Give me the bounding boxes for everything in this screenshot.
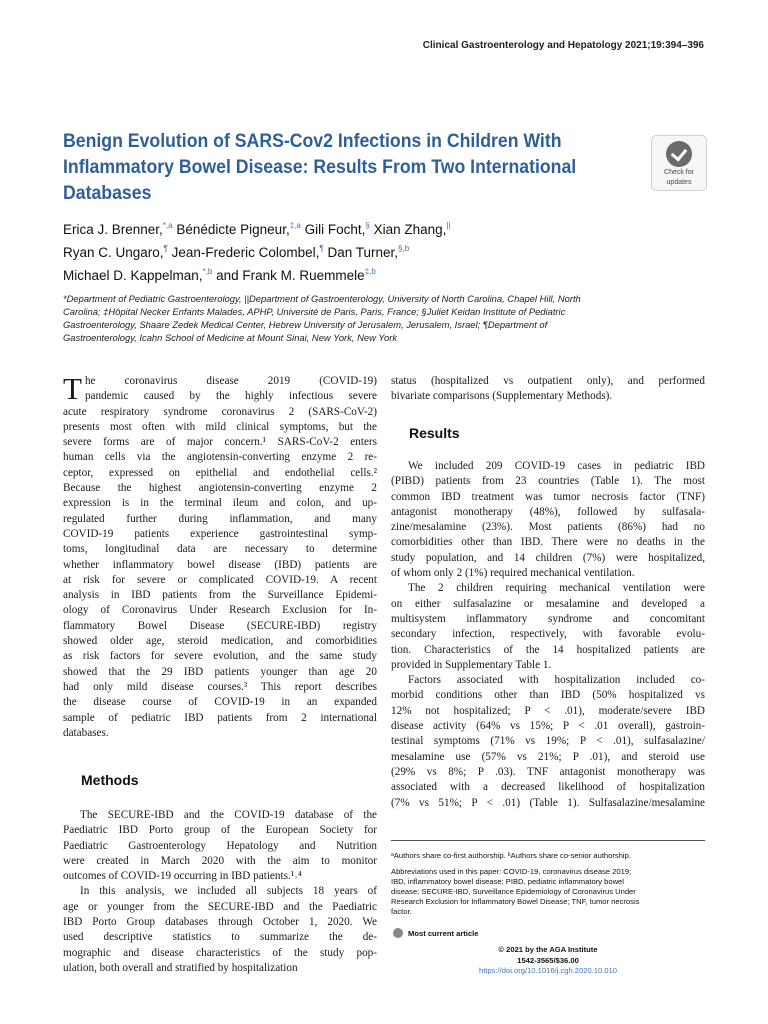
most-current-label: Most current article <box>408 929 479 938</box>
text-line: disease activity (64% vs 15%; P < .01 overall), gastroin- <box>391 720 705 733</box>
text-line: COVID-19 patients experience gastrointestinal symp- <box>63 527 377 540</box>
text-line: tion. Characteristics of the 14 hospitalized patients are <box>391 643 705 656</box>
author-sup: ‡,b <box>364 267 376 276</box>
author-name[interactable]: Ryan C. Ungaro, <box>63 245 164 260</box>
text-line: study population, and 14 children (7%) were hospitalized, <box>391 551 705 564</box>
check-updates-icon <box>666 141 692 167</box>
author-line <box>63 239 713 262</box>
text-line: of whom only 2 (1%) required mechanical ventilation. <box>391 567 635 580</box>
text-line: expression is in the terminal ileum and colon, and up- <box>63 497 377 510</box>
author-sup: ¶ <box>163 244 168 253</box>
affiliation-line: Gastroenterology, Shaare Zedek Medical Center, Hebrew University of Jerusalem, Jerusalem, Israel; ¶Department of <box>63 319 548 330</box>
text-line: human cells via the angiotensin-converting enzyme 2 re- <box>63 451 377 464</box>
text-line: were created in March 2020 with the aim to monitor <box>63 854 377 867</box>
title-line: Benign Evolution of SARS-Cov2 Infections in Children With <box>63 131 562 152</box>
text-line: provided in Supplementary Table 1. <box>391 658 552 671</box>
text-line: associated with a decreased likelihood of hospitalization <box>391 781 705 794</box>
text-line: on either sulfasalazine or mesalamine and developed a <box>391 597 705 610</box>
author-name[interactable]: Bénédicte Pigneur, <box>176 222 290 237</box>
current-article-icon <box>393 928 403 938</box>
methods-paragraph <box>63 808 377 976</box>
text-line: severe forms are of major concern.¹ SARS-CoV-2 enters <box>63 436 377 449</box>
text-line: common IBD treatment was tumor necrosis factor (TNF) <box>391 490 705 503</box>
text-line: (29% vs 8%; P .03). TNF antagonist monotherapy was <box>391 765 705 778</box>
author-name[interactable]: Jean-Frederic Colombel, <box>171 245 320 260</box>
text-line: he coronavirus disease 2019 (COVID-19) <box>84 375 377 387</box>
text-line: The 2 children requiring mechanical ventilation were <box>408 582 705 595</box>
author-list <box>63 216 713 285</box>
author-sup: ‡,a <box>289 221 301 230</box>
dropcap: T <box>63 371 82 406</box>
text-line: testinal symptoms (71% vs 19%; P < .01), sulfasalazine/ <box>391 735 705 748</box>
most-current-article[interactable] <box>393 928 478 938</box>
affiliation-line: Gastroenterology, Icahn School of Medicine at Mount Sinai, New York, New York <box>63 332 398 343</box>
text-line: IBD Porto Group databases through October 1, 2020. We <box>63 916 377 929</box>
text-line: We included 209 COVID-19 cases in pediatric IBD <box>408 460 705 472</box>
abbrev-line: disease; SECURE-IBD, Surveillance Epidemiology of Coronavirus Under <box>391 887 636 896</box>
text-line: flammatory Bowel Disease (SECURE-IBD) registry <box>63 619 377 632</box>
author-sup: *,b <box>202 267 213 276</box>
text-line: ceptor, expressed on epithelial and endothelial cells.² <box>63 466 377 479</box>
issn-text: 1542-3565/$36.00 <box>517 955 579 965</box>
text-line: 12% not hospitalized; P < .01), moderate/severe IBD <box>391 704 705 717</box>
abbreviations-footnote <box>391 867 705 917</box>
text-line: age or younger from the SECURE-IBD and the Paediatric <box>63 900 377 913</box>
author-name[interactable]: Gili Focht, <box>304 222 366 237</box>
author-name[interactable]: and Frank M. Ruemmele <box>216 268 365 283</box>
text-line: status (hospitalized vs outpatient only), and performed <box>391 375 705 387</box>
text-line: morbid conditions other than IBD (50% hospitalized vs <box>391 689 705 702</box>
methods-heading: Methods <box>81 772 139 788</box>
text-line: had only mild disease courses.³ This report describes <box>63 680 377 693</box>
text-line: databases. <box>63 726 109 739</box>
text-line: presents most often with mild clinical symptoms, but the <box>63 420 377 433</box>
text-line: Paediatric Gastroenterology Hepatology and Nutrition <box>63 839 377 852</box>
text-line: regulated further during inflammation, and many <box>63 512 377 525</box>
author-sup: § <box>365 221 370 230</box>
check-for-updates-badge[interactable] <box>651 135 707 191</box>
text-line: (7% vs 51%; P < .01) (Table 1). Sulfasalazine/mesalamine <box>391 796 705 809</box>
journal-citation: Clinical Gastroenterology and Hepatology 2021;19:394–396 <box>422 40 704 51</box>
abbrev-line: IBD, inflammatory bowel disease; PIBD, pediatric inflammatory bowel <box>391 877 624 886</box>
author-line <box>63 216 713 239</box>
affiliation-line: Carolina; ‡Hôpital Necker Enfants Malades, APHP, Université de Paris, Paris, France; §Juliet Keidan Institute of Pediatric <box>63 306 566 317</box>
author-sup: ¶ <box>319 244 324 253</box>
author-name[interactable]: Dan Turner, <box>327 245 399 260</box>
text-line: the disease course of COVID-19 in an expanded <box>63 696 377 709</box>
text-line: The SECURE-IBD and the COVID-19 database of the <box>80 809 377 821</box>
text-line: ology of Coronavirus Under Research Exclusion for In- <box>63 604 377 617</box>
text-line: mographic and disease characteristics of the study pop- <box>63 946 377 959</box>
results-paragraph <box>391 459 705 811</box>
text-line: at risk for severe or complicated COVID-19. A recent <box>63 573 377 586</box>
text-line: acute respiratory syndrome coronavirus 2 (SARS-CoV-2) <box>63 405 377 418</box>
text-line: secondary infection, respectively, with favorable evolu- <box>391 628 705 641</box>
text-line: antagonist monotherapy (48%), followed by sulfasala- <box>391 505 705 518</box>
author-sup: §,b <box>398 244 410 253</box>
results-heading: Results <box>409 425 460 441</box>
abbrev-line: Research Exclusion for Inflammatory Bowel Disease; TNF, tumor necrosis <box>391 897 640 906</box>
methods-continued <box>391 374 705 405</box>
text-line: sample of pediatric IBD patients from 2 international <box>63 711 377 724</box>
footnote-rule <box>391 840 705 841</box>
text-line: Paediatric IBD Porto group of the European Society for <box>63 824 377 837</box>
badge-label-1: Check for <box>664 169 694 176</box>
intro-paragraph <box>63 371 377 741</box>
text-line: Factors associated with hospitalization included co- <box>408 674 705 687</box>
badge-label-2: updates <box>666 179 692 186</box>
text-line: outcomes of COVID-19 occurring in IBD patients.¹˒⁴ <box>63 870 302 883</box>
cofirst-text: ᵃAuthors share co-first authorship. ᵇAuthors share co-senior authorship. <box>391 851 631 860</box>
copyright-block <box>391 945 705 977</box>
author-name[interactable]: Erica J. Brenner, <box>63 222 163 237</box>
text-line: (PIBD) patients from 23 countries (Table 1). The most <box>391 475 705 488</box>
text-line: as risk factors for severe evolution, and the same study <box>63 650 377 663</box>
affiliation-line: *Department of Pediatric Gastroenterology, ||Department of Gastroenterology, University of North Carolina, Chapel Hill, North <box>63 293 581 304</box>
cofirst-footnote <box>391 851 705 861</box>
text-line: showed that the 29 IBD patients younger than age 20 <box>63 665 377 678</box>
text-line: bivariate comparisons (Supplementary Methods). <box>391 390 613 403</box>
text-line: analysis in IBD patients from the Surveillance Epidemi- <box>63 589 377 602</box>
author-name[interactable]: Xian Zhang, <box>373 222 447 237</box>
author-sup: || <box>446 221 451 230</box>
title-line: Inflammatory Bowel Disease: Results From Two International <box>63 157 577 178</box>
text-line: comorbidities other than IBD. There were no deaths in the <box>391 536 705 549</box>
text-line: whether inflammatory bowel disease (IBD) patients are <box>63 558 377 571</box>
text-line: In this analysis, we included all subjects 18 years of <box>80 885 377 898</box>
text-line: toms, longitudinal data are necessary to determine <box>63 543 377 556</box>
author-line <box>63 262 713 285</box>
doi-link[interactable]: https://doi.org/10.1016/j.cgh.2020.10.010 <box>478 966 618 975</box>
text-line: mesalamine use (57% vs 21%; P .01), and steroid use <box>391 750 705 763</box>
affiliations <box>63 292 711 344</box>
text-line: showed older age, steroid medication, and comorbidities <box>63 635 377 648</box>
text-line: zine/mesalamine (23%). Most patients (86%) had no <box>391 521 705 534</box>
text-line: pandemic caused by the highly infectious severe <box>84 390 377 403</box>
abbrev-line: factor. <box>391 907 412 916</box>
abbrev-line: Abbreviations used in this paper: COVID-19, coronavirus disease 2019; <box>391 867 632 876</box>
text-line: multisystem inflammatory syndrome and concomitant <box>391 612 705 625</box>
author-sup: *,a <box>162 221 173 230</box>
text-line: used descriptive statistics to summarize the de- <box>63 931 377 944</box>
text-line: Because the highest angiotensin-converting enzyme 2 <box>63 482 377 495</box>
copyright-text: © 2021 by the AGA Institute <box>498 945 598 954</box>
author-name[interactable]: Michael D. Kappelman, <box>63 268 203 283</box>
text-line: ulation, both overall and stratified by hospitalization <box>63 961 298 974</box>
article-title <box>63 129 593 207</box>
title-line: Databases <box>63 183 152 204</box>
